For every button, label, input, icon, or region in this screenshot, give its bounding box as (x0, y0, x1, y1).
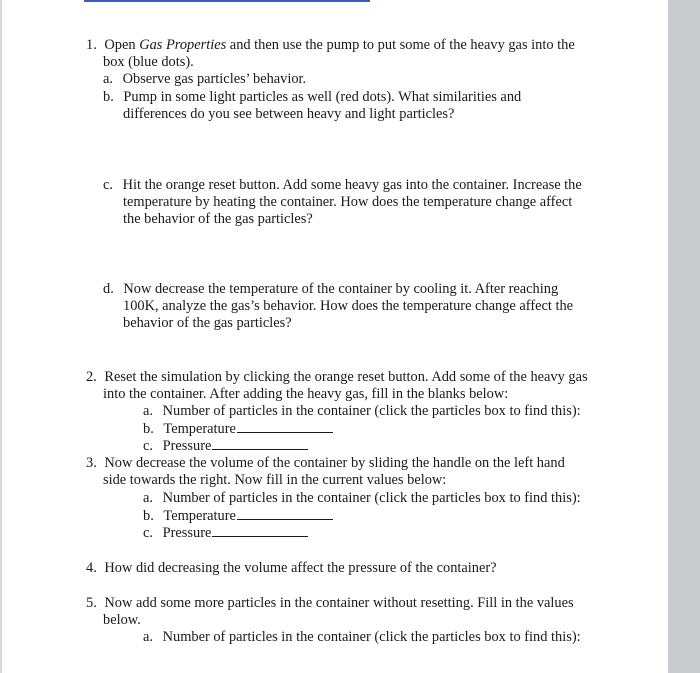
q4-line-1 (86, 560, 497, 577)
q1b-text-2: differences do you see between heavy and light particles? (123, 106, 455, 122)
q1c-item (103, 177, 582, 194)
q2b-item (143, 420, 333, 438)
q2c-answer-blank[interactable] (212, 437, 308, 450)
q5-text-1: Now add some more particles in the container without resetting. Fill in the values (104, 595, 574, 611)
q3a-text: Number of particles in the container (click the particles box to find this): (162, 490, 581, 506)
q2a-item (143, 403, 581, 420)
q3c-text: Pressure (162, 525, 212, 541)
q3b-text: Temperature (163, 508, 236, 524)
q2b-answer-blank[interactable] (237, 420, 333, 433)
q5-line-1 (86, 595, 574, 612)
q1a-text: Observe gas particles’ behavior. (122, 71, 307, 87)
q3-line-1 (86, 455, 565, 472)
q5-number: 5. (86, 595, 97, 611)
q1b-text-1: Pump in some light particles as well (red dots). What similarities and (123, 89, 522, 105)
q1d-label: d. (103, 281, 114, 297)
q1-number: 1. (86, 37, 97, 53)
q3b-label: b. (143, 508, 154, 524)
q1c-text-2: temperature by heating the container. How does the temperature change affect (123, 194, 573, 210)
q5a-label: a. (143, 629, 153, 645)
q1a-label: a. (103, 71, 113, 87)
q2a-label: a. (143, 403, 153, 419)
q3c-answer-blank[interactable] (212, 524, 308, 537)
q5a-item (143, 629, 581, 646)
q2b-text: Temperature (163, 421, 236, 437)
q1-line-2: box (blue dots). (103, 54, 194, 70)
q1d-text-2: 100K, analyze the gas’s behavior. How does the temperature change affect the (123, 298, 574, 314)
q1-line-1 (86, 37, 575, 54)
q3c-item (143, 524, 308, 542)
q1b-item (103, 89, 521, 106)
q2b-label: b. (143, 421, 154, 437)
q2c-item (143, 437, 308, 455)
q1c-text-3: the behavior of the gas particles? (123, 211, 313, 227)
q2c-label: c. (143, 438, 153, 454)
q1-sim-name: Gas Properties (139, 37, 227, 53)
q2c-text: Pressure (162, 438, 212, 454)
q1d-item (103, 281, 558, 298)
q1-text-start: Open (104, 37, 140, 53)
q1c-text-1: Hit the orange reset button. Add some heavy gas into the container. Increase the (122, 177, 582, 193)
q3c-label: c. (143, 525, 153, 541)
q4-number: 4. (86, 560, 97, 576)
q3-line-2: side towards the right. Now fill in the current values below: (103, 472, 447, 488)
q3-text-1: Now decrease the volume of the container by sliding the handle on the left hand (104, 455, 565, 471)
viewer-background-strip (668, 0, 700, 673)
q2-line-2: into the container. After adding the heavy gas, fill in the blanks below: (103, 386, 509, 402)
q3a-item (143, 490, 581, 507)
q1b-label: b. (103, 89, 114, 105)
q3-number: 3. (86, 455, 97, 471)
q5-line-2: below. (103, 612, 141, 628)
q2-number: 2. (86, 369, 97, 385)
q1-text-end: and then use the pump to put some of the heavy gas into the (226, 37, 575, 53)
q1c-label: c. (103, 177, 113, 193)
q3b-item (143, 507, 333, 525)
q1d-text-3: behavior of the gas particles? (123, 315, 292, 331)
q5a-text: Number of particles in the container (click the particles box to find this): (162, 629, 581, 645)
q2-text-1: Reset the simulation by clicking the orange reset button. Add some of the heavy gas (104, 369, 588, 385)
q3a-label: a. (143, 490, 153, 506)
q2-line-1 (86, 369, 588, 386)
q2a-text: Number of particles in the container (click the particles box to find this): (162, 403, 581, 419)
q1d-text-1: Now decrease the temperature of the container by cooling it. After reaching (123, 281, 559, 297)
q3b-answer-blank[interactable] (237, 507, 333, 520)
q4-text-1: How did decreasing the volume affect the pressure of the container? (104, 560, 497, 576)
q1a-item (103, 71, 306, 88)
